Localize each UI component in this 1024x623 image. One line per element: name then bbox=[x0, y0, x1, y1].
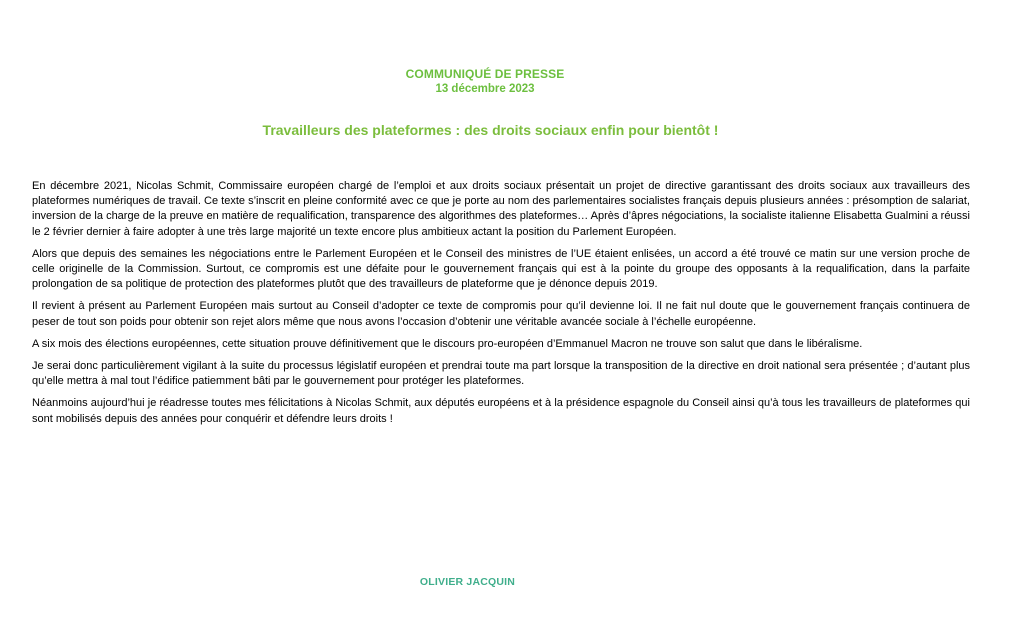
body-text bbox=[32, 179, 970, 434]
paragraph-2: Alors que depuis des semaines les négociations entre le Parlement Européen et le Conseil des ministres de l’UE étaient enlisées, un accord a été trouvé ce matin sur une version proche de celle originelle de la Commission. Surtout, ce compromis est une défaite pour le gouvernement français qui est à la pointe du groupe des opposants à la requalification, dans la parfaite prolongation de sa politique de protection des plateformes plutôt que des travailleurs de plateforme que je dénonce depuis 2019. bbox=[32, 247, 970, 291]
headline: Travailleurs des plateformes : des droits sociaux enfin pour bientôt ! bbox=[262, 122, 719, 138]
signature: OLIVIER JACQUIN bbox=[419, 576, 516, 588]
paragraph-4: A six mois des élections européennes, cette situation prouve définitivement que le discours pro-européen d’Emmanuel Macron ne trouve son salut que dans le libéralisme. bbox=[32, 337, 863, 350]
paragraph-3: Il revient à présent au Parlement Européen mais surtout au Conseil d’adopter ce texte de compromis pour qu’il devienne loi. Il ne fait nul doute que le gouvernement français continuera de peser de tout son poids pour obtenir son rejet alors même que nous avons l’occasion d’obtenir une véritable avancée sociale à l’échelle européenne. bbox=[32, 300, 970, 328]
paragraph-5: Je serai donc particulièrement vigilant à la suite du processus législatif européen et prendrai toute ma part lorsque la transposition de la directive en droit national sera présentée ; d’autant plus qu’elle mettra à mal tout l’édifice patiemment bâti par le gouvernement pour protéger les plateformes. bbox=[32, 360, 970, 388]
paragraph-1: En décembre 2021, Nicolas Schmit, Commissaire européen chargé de l’emploi et aux droits sociaux présentait un projet de directive garantissant des droits sociaux aux travailleurs des plateformes numériques de travail. Ce texte s’inscrit en pleine conformité avec ce que je porte au nom des parlementaires socialistes français depuis plusieurs années : présomption de salariat, inversion de la charge de la preuve en matière de requalification, transparence des algorithmes des plateformes… Après d’âpres négociations, la socialiste italienne Elisabetta Gualmini a réussi le 2 février dernier à faire adopter à une très large majorité un texte encore plus ambitieux actant la position du Parlement Européen. bbox=[32, 180, 970, 238]
press-release-label: COMMUNIQUÉ DE PRESSE bbox=[405, 67, 565, 81]
paragraph-6: Néanmoins aujourd’hui je réadresse toutes mes félicitations à Nicolas Schmit, aux députés européens et à la présidence espagnole du Conseil ainsi qu’à tous les travailleurs de plateformes qui sont mobilisés depuis des années pour conquérir et défendre leurs droits ! bbox=[32, 397, 970, 425]
press-release-date: 13 décembre 2023 bbox=[435, 83, 535, 95]
press-header bbox=[0, 67, 970, 96]
